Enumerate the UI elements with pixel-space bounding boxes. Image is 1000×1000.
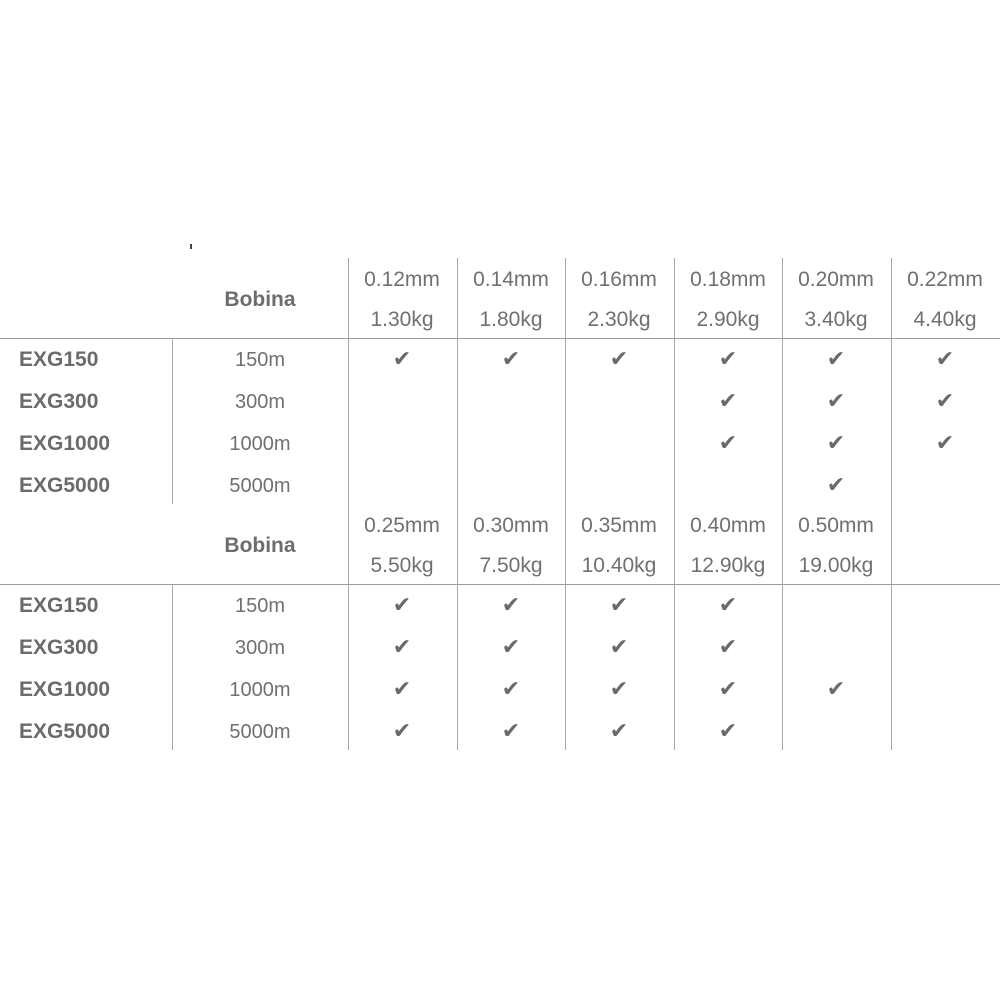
check-mark-icon: ✔ bbox=[826, 347, 846, 372]
model-code: EXG300 bbox=[19, 390, 99, 413]
table-body bbox=[0, 584, 1000, 750]
check-mark-icon: ✔ bbox=[718, 719, 738, 744]
check-mark-icon: ✔ bbox=[501, 677, 521, 702]
check-mark-icon: ✔ bbox=[501, 719, 521, 744]
spec-header-cell bbox=[348, 258, 456, 338]
spec-header-cell bbox=[348, 504, 456, 584]
spec-header-cell bbox=[674, 258, 782, 338]
line-diameter: 0.50mm bbox=[798, 514, 874, 537]
check-mark-icon: ✔ bbox=[935, 431, 955, 456]
column-divider bbox=[457, 504, 458, 584]
breaking-load: 12.90kg bbox=[690, 554, 766, 577]
model-code: EXG1000 bbox=[19, 432, 111, 455]
column-divider bbox=[674, 504, 675, 584]
spec-header-cell bbox=[674, 504, 782, 584]
check-mark-icon: ✔ bbox=[501, 347, 521, 372]
breaking-load: 2.90kg bbox=[696, 308, 760, 331]
spool-length: 300m bbox=[234, 637, 286, 659]
model-code: EXG1000 bbox=[19, 678, 111, 701]
check-mark-icon: ✔ bbox=[826, 389, 846, 414]
model-code: EXG150 bbox=[19, 348, 99, 371]
column-divider bbox=[348, 258, 349, 338]
spool-length: 5000m bbox=[229, 721, 291, 743]
model-code: EXG150 bbox=[19, 594, 99, 617]
line-diameter: 0.22mm bbox=[907, 268, 983, 291]
line-diameter: 0.18mm bbox=[690, 268, 766, 291]
model-code: EXG5000 bbox=[19, 474, 111, 497]
check-mark-icon: ✔ bbox=[718, 593, 738, 618]
check-mark-icon: ✔ bbox=[935, 389, 955, 414]
breaking-load: 5.50kg bbox=[370, 554, 434, 577]
model-code: EXG5000 bbox=[19, 720, 111, 743]
breaking-load: 10.40kg bbox=[581, 554, 657, 577]
breaking-load: 19.00kg bbox=[798, 554, 874, 577]
spec-header-cell bbox=[782, 504, 890, 584]
spec-header-cell bbox=[565, 258, 673, 338]
column-divider bbox=[782, 258, 783, 338]
spec-header-cell bbox=[565, 504, 673, 584]
check-mark-icon: ✔ bbox=[501, 635, 521, 660]
check-mark-icon: ✔ bbox=[935, 347, 955, 372]
line-diameter: 0.25mm bbox=[364, 514, 440, 537]
line-diameter: 0.40mm bbox=[690, 514, 766, 537]
spool-length: 1000m bbox=[229, 433, 291, 455]
spool-length: 150m bbox=[234, 595, 286, 617]
spool-length: 150m bbox=[234, 349, 286, 371]
line-diameter: 0.30mm bbox=[473, 514, 549, 537]
breaking-load: 7.50kg bbox=[479, 554, 543, 577]
spec-table-1 bbox=[0, 258, 1000, 504]
check-mark-icon: ✔ bbox=[392, 677, 412, 702]
column-divider bbox=[348, 504, 349, 584]
bobina-label: Bobina bbox=[224, 288, 296, 311]
model-code: EXG300 bbox=[19, 636, 99, 659]
spec-header-cell bbox=[457, 258, 565, 338]
check-mark-icon: ✔ bbox=[826, 677, 846, 702]
check-mark-icon: ✔ bbox=[718, 431, 738, 456]
check-mark-icon: ✔ bbox=[392, 593, 412, 618]
check-mark-icon: ✔ bbox=[392, 347, 412, 372]
check-mark-icon: ✔ bbox=[501, 593, 521, 618]
check-mark-icon: ✔ bbox=[392, 635, 412, 660]
check-mark-icon: ✔ bbox=[609, 635, 629, 660]
column-divider bbox=[891, 504, 892, 584]
check-mark-icon: ✔ bbox=[718, 347, 738, 372]
table-body bbox=[0, 338, 1000, 504]
check-mark-icon: ✔ bbox=[826, 473, 846, 498]
line-diameter: 0.14mm bbox=[473, 268, 549, 291]
check-mark-icon: ✔ bbox=[718, 389, 738, 414]
check-mark-icon: ✔ bbox=[826, 431, 846, 456]
spec-table-2 bbox=[0, 504, 1000, 750]
line-diameter: 0.16mm bbox=[581, 268, 657, 291]
bobina-label: Bobina bbox=[224, 534, 296, 557]
line-diameter: 0.12mm bbox=[364, 268, 440, 291]
check-mark-icon: ✔ bbox=[718, 677, 738, 702]
breaking-load: 1.80kg bbox=[479, 308, 543, 331]
check-mark-icon: ✔ bbox=[609, 719, 629, 744]
check-mark-icon: ✔ bbox=[609, 593, 629, 618]
spec-header-cell bbox=[457, 504, 565, 584]
column-divider bbox=[891, 584, 892, 750]
column-divider bbox=[674, 258, 675, 338]
line-diameter: 0.35mm bbox=[581, 514, 657, 537]
column-divider bbox=[891, 258, 892, 338]
spec-header-cell bbox=[782, 258, 890, 338]
check-mark-icon: ✔ bbox=[609, 347, 629, 372]
breaking-load: 1.30kg bbox=[370, 308, 434, 331]
check-mark-icon: ✔ bbox=[392, 719, 412, 744]
spool-length: 5000m bbox=[229, 475, 291, 497]
stray-tick-mark bbox=[190, 244, 192, 249]
header-row bbox=[0, 504, 1000, 584]
column-divider bbox=[782, 504, 783, 584]
column-divider bbox=[565, 258, 566, 338]
column-divider bbox=[565, 504, 566, 584]
breaking-load: 2.30kg bbox=[587, 308, 651, 331]
check-mark-icon: ✔ bbox=[609, 677, 629, 702]
spool-length: 300m bbox=[234, 391, 286, 413]
check-mark-icon: ✔ bbox=[718, 635, 738, 660]
header-row bbox=[0, 258, 1000, 338]
spec-header-cell bbox=[891, 504, 999, 584]
column-divider bbox=[782, 584, 783, 750]
breaking-load: 3.40kg bbox=[804, 308, 868, 331]
spool-length: 1000m bbox=[229, 679, 291, 701]
spec-header-cell bbox=[891, 258, 999, 338]
column-divider bbox=[457, 258, 458, 338]
breaking-load: 4.40kg bbox=[913, 308, 977, 331]
line-diameter: 0.20mm bbox=[798, 268, 874, 291]
